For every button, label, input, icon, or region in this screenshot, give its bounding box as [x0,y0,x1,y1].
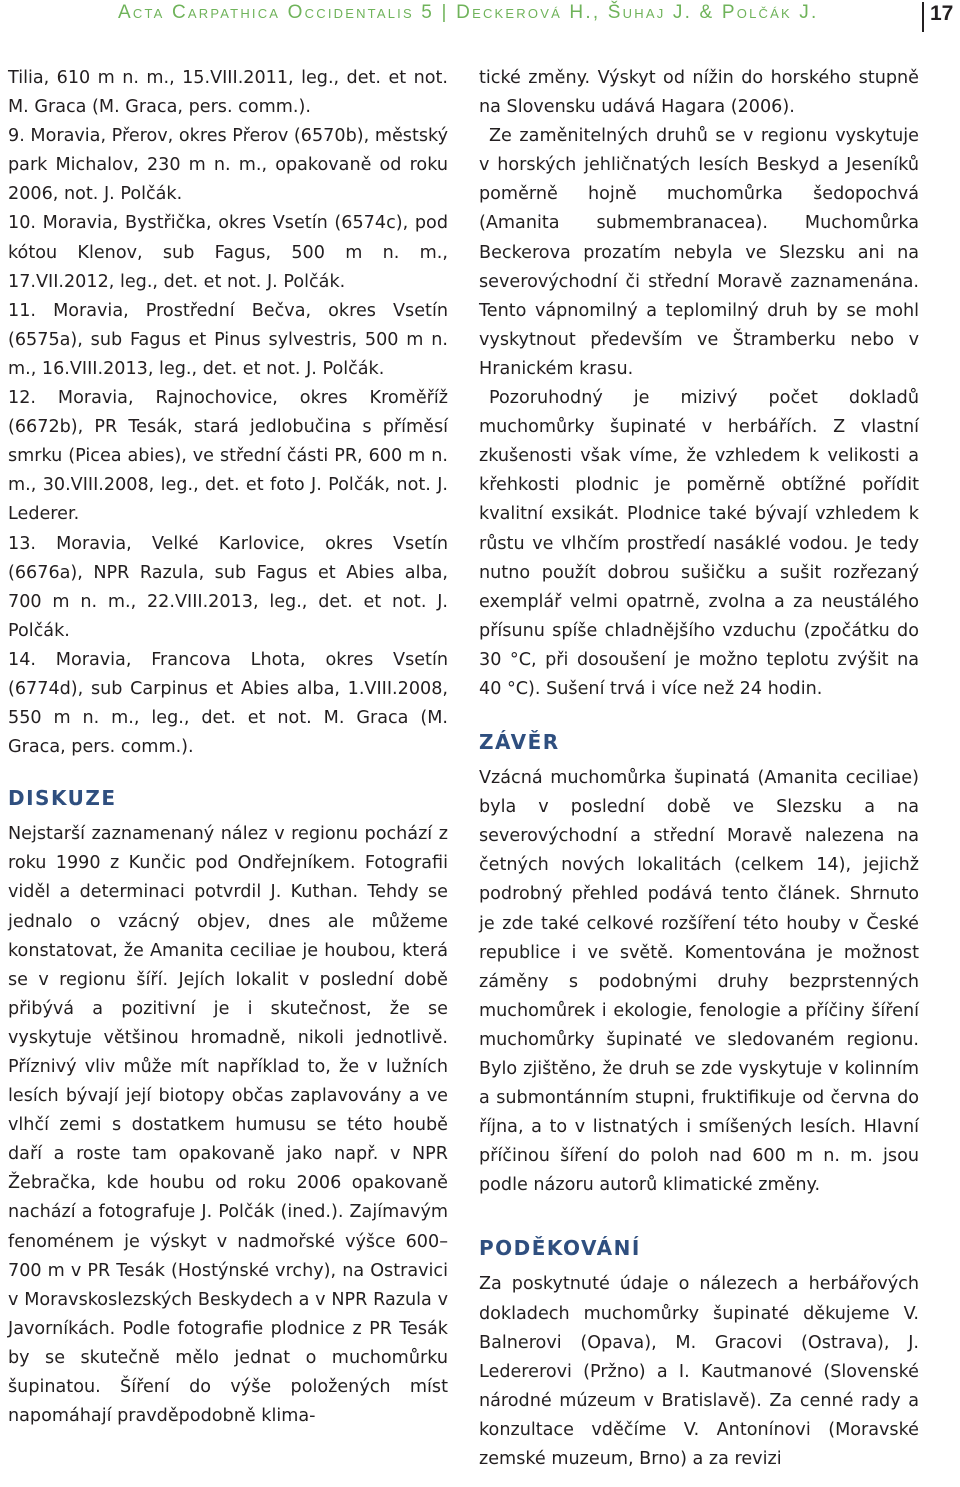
running-title: Acta Carpathica Occidentalis 5 | Deckerová H., Šuhaj J. & Polčák J. [118,2,819,23]
right-column [479,64,919,1474]
locality-entry-10: 10. Moravia, Bystřička, okres Vsetín (6574c), pod kótou Klenov, sub Fagus, 500 m n. m., 17.VII.2012, leg., det. et not. J. Polčák. [8,213,448,292]
locality-entry-11: 11. Moravia, Prostřední Bečva, okres Vsetín (6575a), sub Fagus et Pinus sylvestris, 500 m n. m., 16.VIII.2013, leg., det. et not. J. Polčák. [8,300,448,379]
zaver-paragraph: Vzácná muchomůrka šupinatá (Amanita ceciliae) byla v poslední době ve Slezsku a na severovýchodní a střední Moravě nalezena na četných nových lokalitách (celkem 14), jejichž podrobný přehled podává tento článek. Shrnuto je zde také celkové rozšíření této houby v České republice i ve světě. Komentována je možnost záměny s podobnými druhy bezprstenných muchomůrek i ekologie, fenologie a příčiny šíření muchomůrky šupinaté ve sledovaném regionu. Bylo zjištěno, že druh se zde vyskytuje v kolinním a submontánním stupni, fruktifikuje od června do října, a to v listnatých i smíšených lesích. Hlavní příčinou šíření do poloh nad 600 m n. m. jsou podle názoru autorů klimatické změny. [479,768,919,1196]
podekovani-paragraph: Za poskytnuté údaje o nálezech a herbářových dokladech muchomůrky šupinaté děkujeme V. Balnerovi (Opava), M. Gracovi (Ostrava), J. Ledererovi (Pržno) a I. Kautmanové (Slovenské národné múzeum v Bratislavě). Za cenné rady a konzultace vděčíme V. Antonínovi (Moravské zemské muzeum, Brno) a za revizi [479,1274,919,1470]
diskuze-paragraph: Nejstarší zaznamenaný nález v regionu pochází z roku 1990 z Kunčic pod Ondřejníkem. Fotografii viděl a determinaci potvrdil J. Kuthan. Tehdy se jednalo o vzácný objev, dnes ale můžeme konstatovat, že Amanita ceciliae je houbou, která se v regionu šíří. Jejích lokalit v poslední době přibývá a pozitivní je i skutečnost, že se vyskytuje většinou hromadně, nikoli jednotlivě. Příznivý vliv může mít například to, že v lužních lesích bývají její biotopy občas zaplavovány a ve vlhčí zemi s dostatkem humusu se této houbě daří a roste tam opakovaně jako např. v NPR Žebračka, kde houbu od roku 2006 opakovaně nachází a fotografuje J. Polčák (ined.). Zajímavým fenoménem je výskyt v nadmořské výšce 600–700 m v PR Tesák (Hostýnské vrchy), na Ostravici v Moravskoslezských Beskydech a v NPR Razula v Javorníkách. Podle fotografie plodnice z PR Tesák by se skutečně mělo jednat o muchomůrku šupinatou. Šíření do výše položených míst napomáhají pravděpodobně klima- [8,824,448,1427]
discussion-paragraph-continued: tické změny. Výskyt od nížin do horského stupně na Slovensku udává Hagara (2006). [479,68,919,118]
locality-entry-14: 14. Moravia, Francova Lhota, okres Vsetín (6774d), sub Carpinus et Abies alba, 1.VIII.2008, 550 m n. m., leg., det. et not. M. Graca (M. Graca, pers. comm.). [8,649,448,758]
left-column [8,64,448,1431]
locality-entry-9: 9. Moravia, Přerov, okres Přerov (6570b), městský park Michalov, 230 m n. m., opakovaně od roku 2006, not. J. Polčák. [8,126,448,205]
running-header [0,0,960,52]
diskuze-heading: DISKUZE [8,786,117,811]
discussion-paragraph-herbaria: Pozoruhodný je mizivý počet dokladů muchomůrky šupinaté v herbářích. Z vlastní zkušenosti však víme, že vzhledem k velikosti a křehkosti plodnic je poměrně obtížné pořídit kvalitní exsikát. Plodnice také bývají vzhledem k růstu ve vlhčím prostředí nasáklé vodou. Je tedy nutno použít dobrou sušičku a sušit rozřezaný exemplář velmi opatrně, zvolna a za neustálého přísunu spíše chladnějšího vzduchu (zpočátku do 30 °C, při dosoušení je možno teplotu zvýšit na 40 °C). Sušení trvá i více než 24 hodin. [479,388,919,699]
locality-entry-12: 12. Moravia, Rajnochovice, okres Kroměříž (6672b), PR Tesák, stará jedlobučina s příměsí smrku (Picea abies), ve střední části PR, 600 m n. m., 30.VIII.2008, leg., det. et foto J. Polčák, not. J. Lederer. [8,388,448,525]
locality-entry-8-continued: Tilia, 610 m n. m., 15.VIII.2011, leg., det. et not. M. Graca (M. Graca, pers. comm.). [8,68,448,118]
locality-entry-13: 13. Moravia, Velké Karlovice, okres Vsetín (6676a), NPR Razula, sub Fagus et Abies alba, 700 m n. m., 22.VIII.2013, leg., det. et not. J. Polčák. [8,533,448,641]
discussion-paragraph-similar-species: Ze zaměnitelných druhů se v regionu vyskytuje v horských jehličnatých lesích Beskyd a Jeseníků poměrně hojně muchomůrka šedopochvá (Amanita submembranacea). Muchomůrka Beckerova prozatím nebyla ve Slezsku ani na severovýchodní či střední Moravě zaznamenána. Tento vápnomilný a teplomilný druh by se mohl vyskytnout především ve Štramberku nebo v Hranickém krasu. [479,126,919,379]
podekovani-heading: PODĚKOVÁNÍ [479,1236,641,1261]
page-number: 17 [922,2,958,32]
zaver-heading: ZÁVĚR [479,730,560,755]
